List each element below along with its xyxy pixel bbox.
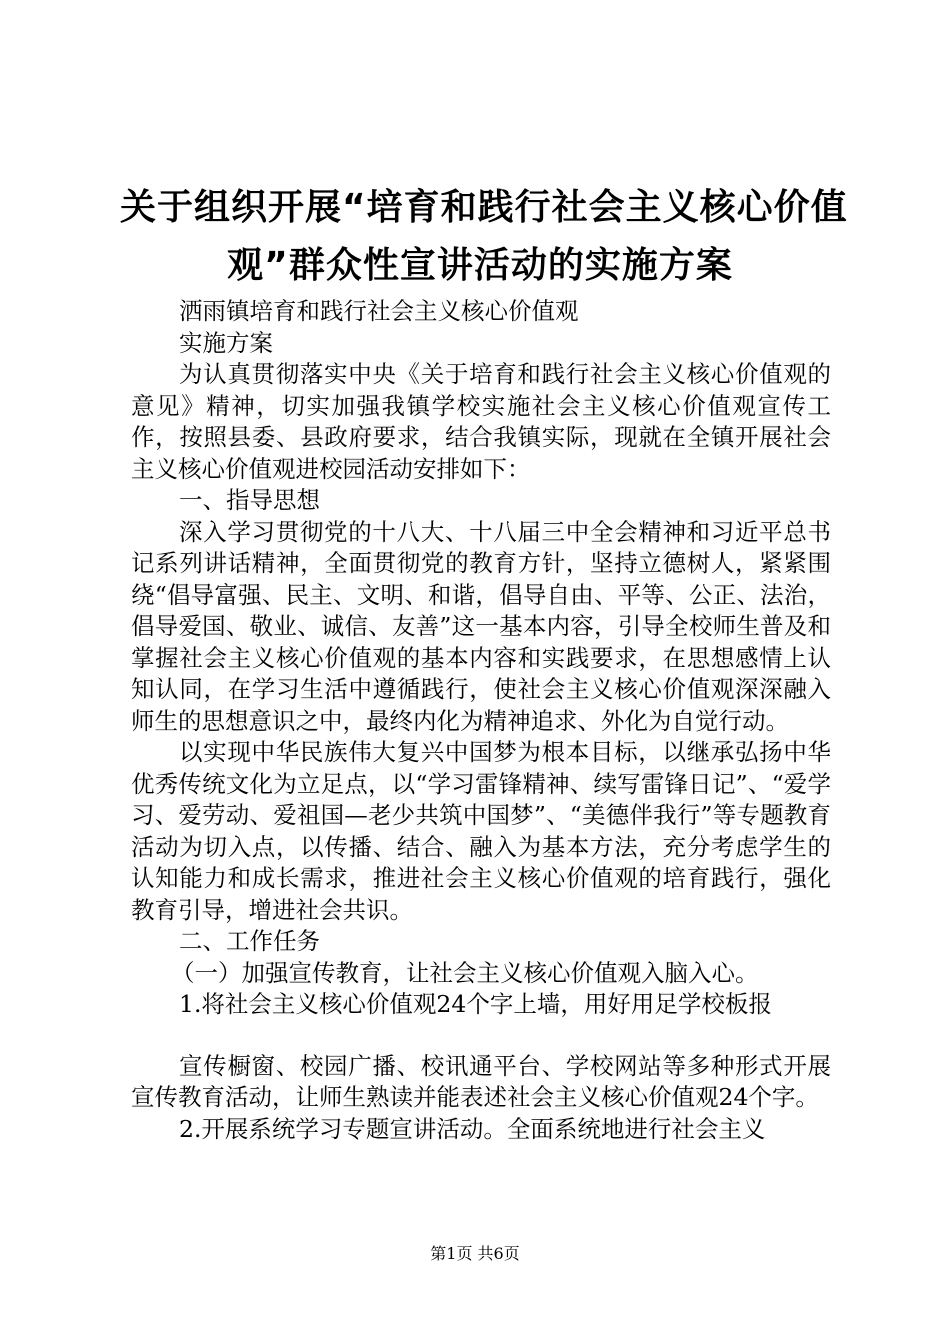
- paragraph-guiding-thought: 深入学习贯彻党的十八大、十八届三中全会精神和习近平总书记系列讲话精神，全面贯彻党的教育方针，坚持立德树人，紧紧围绕“倡导富强、民主、文明、和谐，倡导自由、平等、公正、法治，倡导爱国、敬业、诚信、友善”这一基本内容，引导全校师生普及和掌握社会主义核心价值观的基本内容和实践要求，在思想感情上认知认同，在学习生活中遵循践行，使社会主义核心价值观深深融入师生的思想意识之中，最终内化为精神追求、外化为自觉行动。: [131, 517, 831, 735]
- page-footer: 第1页 共6页: [430, 1244, 520, 1263]
- paragraph-subtitle-2: 实施方案: [179, 328, 273, 357]
- section-heading-1: 一、指导思想: [179, 486, 320, 514]
- list-item-2: 2.开展系统学习专题宣讲活动。全面系统地进行社会主义: [179, 1114, 766, 1143]
- paragraph-goal: 以实现中华民族伟大复兴中国梦为根本目标，以继承弘扬中华优秀传统文化为立足点，以“学习雷锋精神、续写雷锋日记”、“爱学习、爱劳动、爱祖国—老少共筑中国梦”、“美德伴我行”等专题教育活动为切入点，以传播、结合、融入为基本方法，充分考虑学生的认知能力和成长需求，推进社会主义核心价值观的培育践行，强化教育引导，增进社会共识。: [131, 738, 831, 924]
- document-body: [131, 296, 831, 1145]
- paragraph-intro: 为认真贯彻落实中央《关于培育和践行社会主义核心价值观的意见》精神，切实加强我镇学校实施社会主义核心价值观宣传工作，按照县委、县政府要求，结合我镇实际，现就在全镇开展社会主义核心价值观进校园活动安排如下：: [131, 360, 831, 483]
- subsection-heading-1: （一）加强宣传教育，让社会主义核心价值观入脑入心。: [171, 958, 759, 987]
- paragraph-subtitle: 洒雨镇培育和践行社会主义核心价值观: [179, 297, 579, 325]
- document-title-line-1: 关于组织开展“培育和践行社会主义核心价值: [120, 187, 848, 228]
- document-title-line-2: 观”群众性宣讲活动的实施方案: [227, 245, 733, 286]
- blank-line: [131, 1021, 831, 1051]
- list-item-1: 1.将社会主义核心价值观24个字上墙，用好用足学校板报: [179, 990, 772, 1018]
- section-heading-2: 二、工作任务: [179, 927, 320, 955]
- list-item-1-continued: 宣传橱窗、校园广播、校讯通平台、学校网站等多种形式开展宣传教育活动，让师生熟读并能表述社会主义核心价值观24个字。: [131, 1051, 831, 1111]
